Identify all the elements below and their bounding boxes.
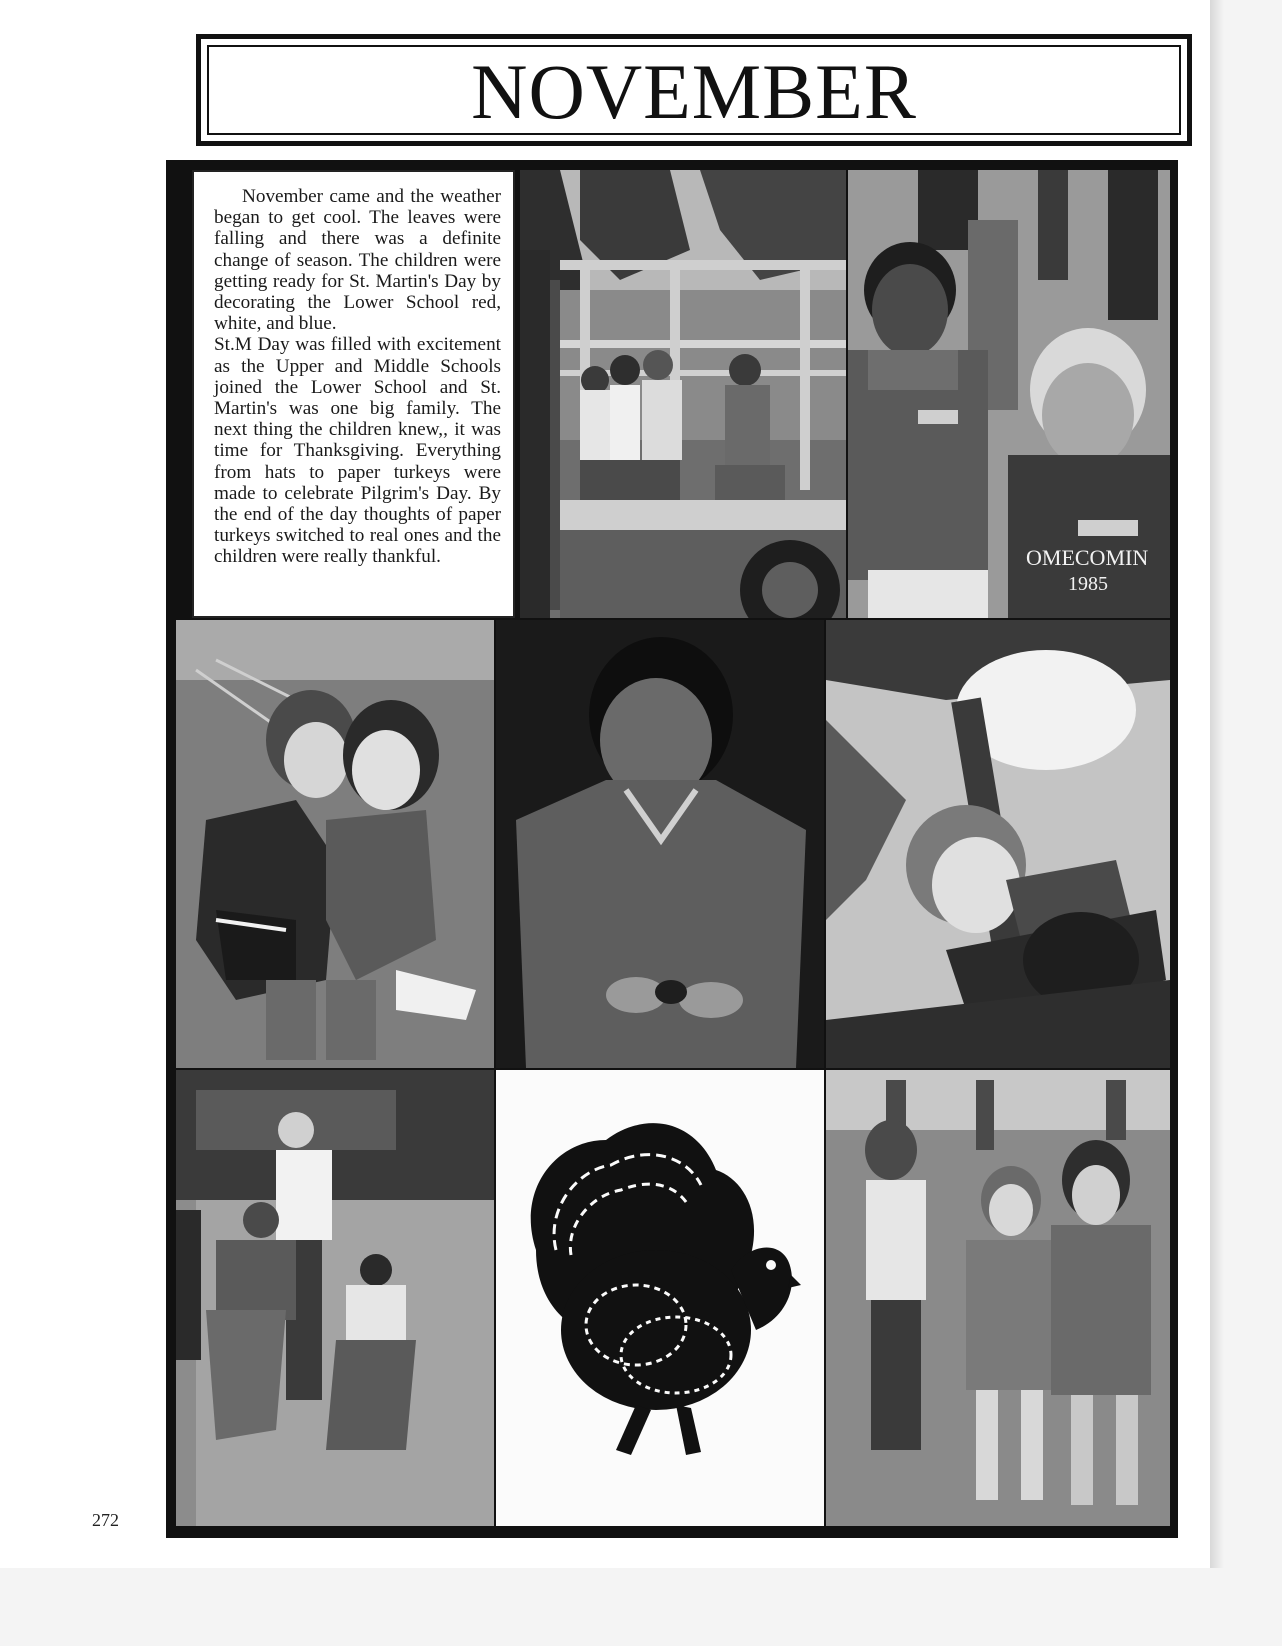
photo-sack-race (176, 1070, 494, 1526)
boy-shirt-text: OMECOMIN (1026, 545, 1149, 570)
photo-boy-with-craft (496, 620, 824, 1068)
page-number: 272 (92, 1510, 119, 1530)
title-box (196, 34, 1192, 146)
photo-piggyback-girls (176, 620, 494, 1068)
article-text-block (192, 170, 515, 618)
boy-shirt-year: 1985 (1068, 573, 1108, 595)
page-edge-shadow (1210, 0, 1224, 1568)
title-inner-border (207, 45, 1181, 135)
photo-boy-climbing-tree (826, 620, 1170, 1068)
article-paragraph-1: November came and the weather began to get cool. The leaves were falling and there was a definite change of season. The children were getting ready for St. Martin's Day by decorating the Lower School red, white, and blue. (214, 186, 501, 335)
turkey-illustration (496, 1070, 824, 1526)
photo-two-boys (848, 170, 1170, 618)
photo-children-on-fence (520, 170, 846, 618)
page-title: NOVEMBER (471, 48, 917, 135)
photo-girls-in-field (826, 1070, 1170, 1526)
article-paragraph-2: St.M Day was filled with excitement as the Upper and Middle Schools joined the Lower School and St. Martin's was one big family. The next thing the children knew,, it was time for Thanksgiving. Everything from hats to paper turkeys were made to celebrate Pilgrim's Day. By the end of the day thoughts of paper turkeys switched to real ones and the children were really thankful. (214, 334, 501, 568)
